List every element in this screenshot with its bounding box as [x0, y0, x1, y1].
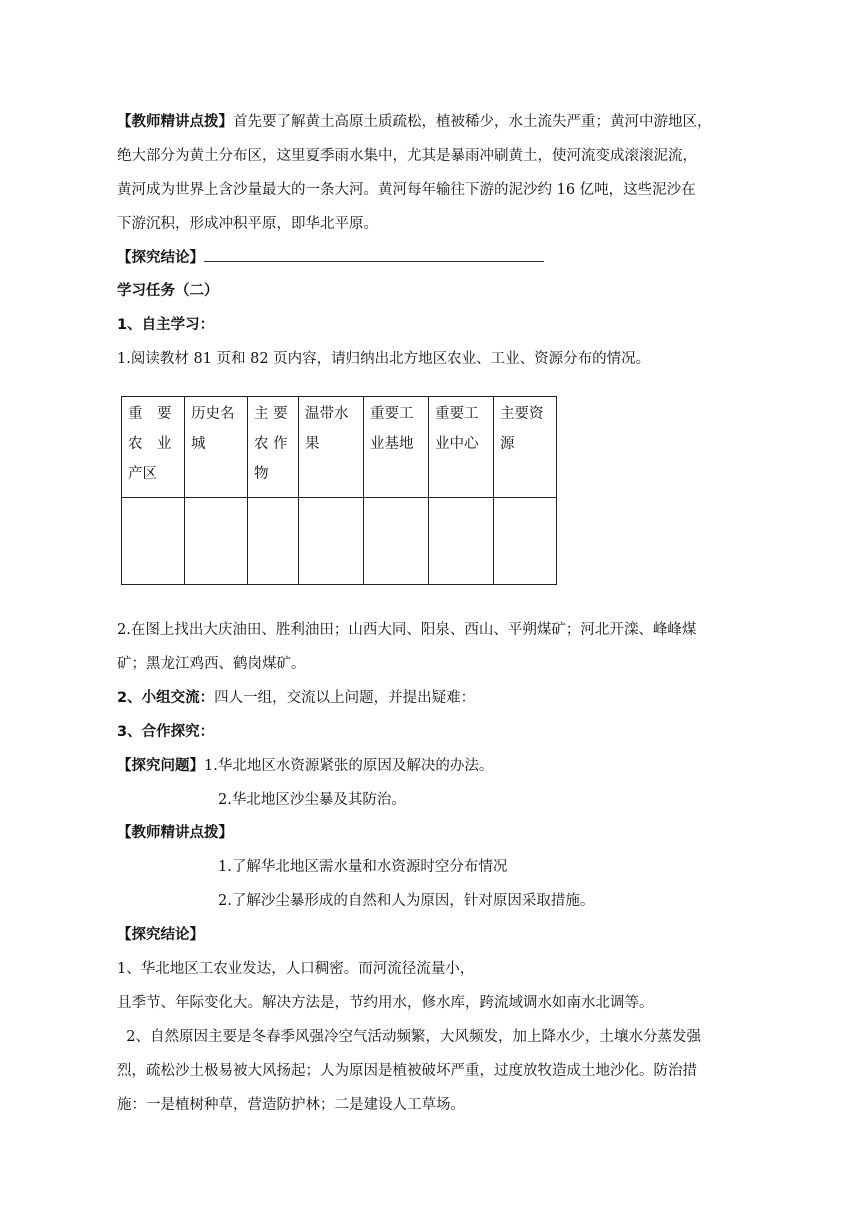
teacher-tip-line-3: 黄河成为世界上含沙量最大的一条大河。黄河每年输往下游的泥沙约 16 亿吨，这些泥沙在	[117, 182, 696, 198]
teacher-tip-2-item-2: 2.了解沙尘暴形成的自然和人为原因，针对原因采取措施。	[218, 893, 595, 909]
group-discussion-line	[117, 688, 475, 708]
problem-label: 【探究问题】	[117, 758, 204, 774]
answer-cell[interactable]	[299, 498, 364, 585]
teacher-tip-line-2: 绝大部分为黄土分布区，这里夏季雨水集中，尤其是暴雨冲刷黄土，使河流变成滚滚泥流，	[117, 148, 697, 164]
header-text: 主 要	[254, 406, 288, 422]
answer-cell[interactable]	[429, 498, 494, 585]
header-text: 历史名	[191, 406, 235, 422]
answer-cell[interactable]	[364, 498, 429, 585]
teacher-tip-line-1	[117, 112, 712, 132]
self-study-title: 1、自主学习：	[117, 317, 215, 333]
header-text: 农 业	[128, 436, 172, 452]
conclusion-2-line-2: 且季节、年际变化大。解决方法是，节约用水，修水库，跨流域调水如南水北调等。	[117, 995, 654, 1011]
table-header-row	[122, 397, 557, 498]
cooperative-inquiry-title: 3、合作探究：	[117, 724, 215, 740]
conclusion-2-line-5: 施：一是植树种草，营造防护林；二是建设人工草场。	[117, 1097, 465, 1113]
conclusion-1-label: 【探究结论】	[117, 250, 204, 266]
header-text: 物	[254, 466, 269, 482]
conclusion-1-answer-blank[interactable]	[204, 247, 544, 262]
header-text: 主要资	[500, 406, 544, 422]
answer-cell[interactable]	[122, 498, 185, 585]
group-discussion-title: 2、小组交流：	[117, 690, 215, 706]
header-text: 温带水	[305, 406, 349, 422]
teacher-tip-2-label: 【教师精讲点拨】	[117, 825, 233, 841]
header-cell-industrial-center	[429, 397, 494, 498]
teacher-tip-label: 【教师精讲点拨】	[117, 114, 233, 130]
header-cell-main-resources	[494, 397, 557, 498]
header-text: 农 作	[254, 436, 288, 452]
distribution-table	[121, 396, 557, 585]
header-text: 重 要	[128, 406, 172, 422]
answer-cell[interactable]	[248, 498, 299, 585]
answer-cell[interactable]	[185, 498, 248, 585]
header-text: 城	[191, 436, 206, 452]
header-cell-industrial-base	[364, 397, 429, 498]
question-1: 1.阅读教材 81 页和 82 页内容，请归纳出北方地区农业、工业、资源分布的情况。	[117, 351, 651, 367]
header-cell-temperate-fruit	[299, 397, 364, 498]
conclusion-2-line-1: 1、华北地区工农业发达，人口稠密。而河流径流量小，	[117, 961, 475, 977]
question-2-line-2: 矿；黑龙江鸡西、鹤岗煤矿。	[117, 656, 306, 672]
header-text: 业中心	[435, 436, 479, 452]
conclusion-2-line-3: 2、自然原因主要是冬春季风强冷空气活动频繁，大风频发，加上降水少，土壤水分蒸发强	[117, 1029, 701, 1045]
problem-line-1	[117, 756, 493, 776]
group-discussion-text: 四人一组，交流以上问题，并提出疑难：	[214, 690, 476, 706]
header-cell-historic-city	[185, 397, 248, 498]
conclusion-2-label: 【探究结论】	[117, 927, 204, 943]
header-text: 果	[305, 436, 320, 452]
header-text: 业基地	[370, 436, 414, 452]
question-2-line-1: 2.在图上找出大庆油田、胜利油田；山西大同、阳泉、西山、平朔煤矿；河北开滦、峰峰煤	[117, 622, 697, 638]
teacher-tip-2-item-1: 1.了解华北地区需水量和水资源时空分布情况	[218, 859, 508, 875]
header-cell-main-crops	[248, 397, 299, 498]
problem-item-2: 2.华北地区沙尘暴及其防治。	[218, 792, 406, 808]
teacher-tip-line-4: 下游沉积，形成冲积平原，即华北平原。	[117, 216, 378, 232]
header-text: 源	[500, 436, 515, 452]
header-cell-agri-area	[122, 397, 185, 498]
teacher-tip-text-1: 首先要了解黄土高原土质疏松，植被稀少，水土流失严重；黄河中游地区，	[233, 114, 712, 130]
conclusion-1-line	[117, 247, 544, 268]
header-text: 产区	[128, 466, 157, 482]
problem-item-1: 1.华北地区水资源紧张的原因及解决的办法。	[204, 758, 494, 774]
answer-cell[interactable]	[494, 498, 557, 585]
table-answer-row	[122, 498, 557, 585]
header-text: 重要工	[435, 406, 479, 422]
header-text: 重要工	[370, 406, 414, 422]
conclusion-2-line-4: 烈，疏松沙土极易被大风扬起；人为原因是植被破坏严重，过度放牧造成土地沙化。防治措	[117, 1063, 697, 1079]
task-2-title: 学习任务（二）	[117, 283, 219, 299]
